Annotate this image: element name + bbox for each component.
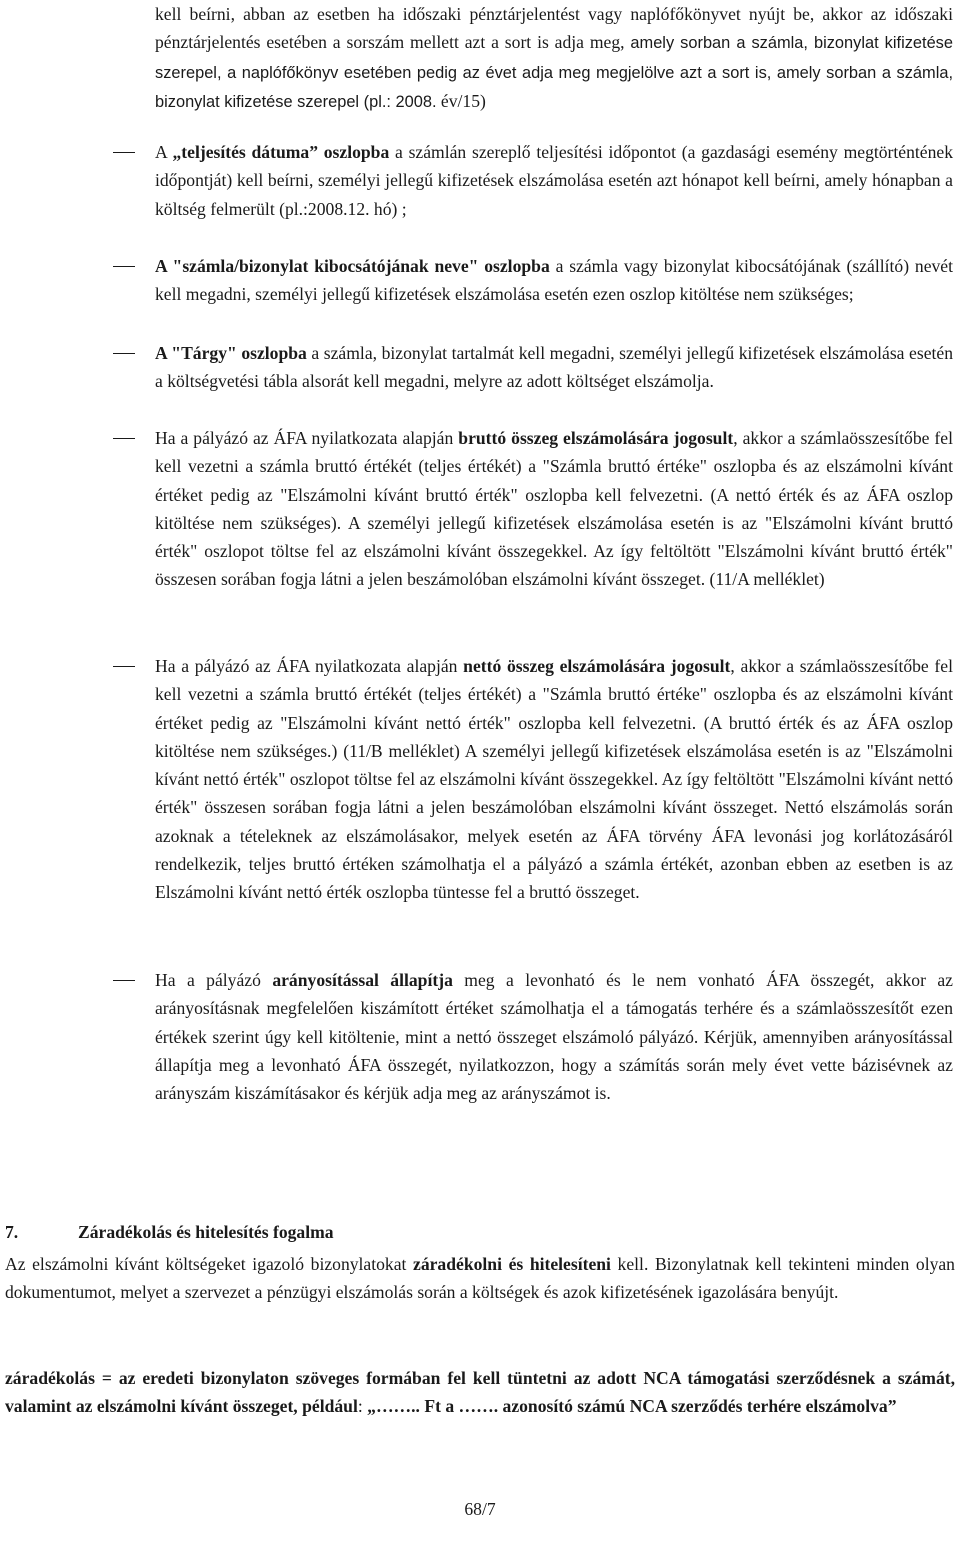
list-item-netto bbox=[155, 652, 953, 907]
dash-bullet bbox=[113, 980, 135, 981]
paragraph-continuation bbox=[155, 0, 953, 116]
text-segment: a számlán szereplő teljesítési időpontot (a gazdasági esemény megtörténtének időpontját) kell beírni, személyi jellegű kifizetések elszámolása esetén azt hónapot kell beírni, amely hónapban a költség felmerült (pl.:2008.12. hó) ; bbox=[155, 142, 954, 219]
bold-term: záradékolni és hitelesíteni bbox=[413, 1254, 611, 1274]
bold-term: „teljesítés dátuma” oszlopba bbox=[172, 142, 390, 162]
text-segment: Ha a pályázó az ÁFA nyilatkozata alapján bbox=[155, 656, 464, 676]
list-item-teljesites-datuma bbox=[155, 138, 953, 223]
list-item-aranyositas bbox=[155, 966, 953, 1107]
text-segment: a számla vagy bizonylat kibocsátójának (szállító) nevét kell megadni, személyi jellegű kifizetések elszámolása esetén ezen oszlop kitöltése nem szükséges; bbox=[155, 256, 953, 305]
bold-term: A "Tárgy" oszlopba bbox=[155, 343, 307, 363]
bold-term: nettó összeg elszámolására jogosult bbox=[463, 656, 731, 676]
bold-term: bruttó összeg elszámolására jogosult bbox=[458, 428, 734, 448]
text-segment: , akkor a számlaösszesítőbe fel kell vezetni a számla bruttó értékét (teljes értékét) a "Számla bruttó értéke" oszlopba és az elszámolni kívánt értéket pedig az "Elszámolni kívánt bruttó érték" oszlopba kell felvezetni. (A nettó érték és az ÁFA oszlop kitöltése nem szükséges). A személyi jellegű kifizetések elszámolása esetén is az "Elszámolni kívánt bruttó érték" oszlopot töltse fel az elszámolni kívánt összegekkel. Az így feltöltött "Elszámolni kívánt bruttó érték" összesen sorában fogja látni a jelen beszámolóban elszámolni kívánt összeget. (11/A melléklet) bbox=[155, 428, 953, 590]
text-segment: kell. Bizonylatnak kell tekinteni minden olyan dokumentumot, melyet a szervezet a pénzügyi elszámolás során a költségek és azok kifizetésének igazolására benyújt. bbox=[5, 1254, 955, 1303]
dash-bullet bbox=[113, 438, 135, 439]
text-segment: A bbox=[155, 142, 173, 162]
bold-term: A "számla/bizonylat kibocsátójának neve" oszlopba bbox=[155, 256, 550, 276]
dash-bullet bbox=[113, 353, 135, 354]
dash-bullet bbox=[113, 666, 135, 667]
section-number: 7. bbox=[5, 1222, 19, 1242]
dash-bullet bbox=[113, 152, 135, 153]
page-number: 68/7 bbox=[464, 1499, 496, 1519]
text-segment: Ha a pályázó bbox=[155, 970, 273, 990]
text-segment: év/15) bbox=[436, 90, 486, 111]
text-segment: , akkor a számlaösszesítőbe fel kell vezetni a számla bruttó értékét (teljes értékét) a "Számla bruttó értéke" oszlopba és az elszámolni kívánt értéket pedig az "Elszámolni kívánt nettó érték" oszlopba kell felvezetni. (A bruttó érték és az ÁFA oszlop kitöltése nem szükséges.) (11/B melléklet) A személyi jellegű kifizetések elszámolása esetén is az "Elszámolni kívánt nettó érték" oszlopot töltse fel az elszámolni kívánt összegekkel. Az így feltöltött "Elszámolni kívánt nettó érték" összesen sorában fogja látni a jelen beszámolóban elszámolni kívánt összeget. Nettó elszámolás során azoknak a tételeknek az elszámolásakor, melyek esetén az ÁFA törvény ÁFA levonási jog korlátozásáról rendelkezik, teljes bruttó értéken számolhatja el a pályázó a számla értékét, azonban ebben az esetben is az Elszámolni kívánt nettó érték oszlopba tüntesse fel a bruttó összeget. bbox=[155, 656, 953, 903]
list-item-targy bbox=[155, 339, 953, 396]
list-item-brutto bbox=[155, 424, 953, 594]
dash-bullet bbox=[113, 266, 135, 267]
bold-term: arányosítással állapítja bbox=[272, 970, 453, 990]
text-segment: Ha a pályázó az ÁFA nyilatkozata alapján bbox=[155, 428, 459, 448]
body-paragraph bbox=[5, 1250, 955, 1307]
text-segment-sans: amely sorban a számla, bizonylat kifizetése szerepel, a naplófőkönyv esetében pedig az évet adja meg megjelölve azt a sort is, amely sorban a számla, bizonylat kifizetése szerepel (pl.: 2008. bbox=[155, 34, 953, 111]
definition-text: záradékolás = az eredeti bizonylaton szöveges formában fel kell tüntetni az adott NCA támogatási szerződésnek a számát, valamint az elszámolni kívánt összeget, például bbox=[5, 1368, 955, 1417]
definition-example: „…….. Ft a ……. azonosító számú NCA szerződés terhére elszámolva” bbox=[367, 1396, 897, 1417]
section-title: Záradékolás és hitelesítés fogalma bbox=[78, 1222, 334, 1242]
text-segment: : bbox=[357, 1396, 368, 1417]
zaradekolas-definition bbox=[5, 1364, 955, 1421]
list-item-kibocsato-neve bbox=[155, 252, 953, 309]
text-segment: a számla, bizonylat tartalmát kell megadni, személyi jellegű kifizetések elszámolása esetén a költségvetési tábla alsorát kell megadni, melyre az adott költséget elszámolja. bbox=[155, 343, 953, 392]
text-segment: meg a levonható és le nem vonható ÁFA összegét, akkor az arányosításnak megfelelően kiszámított értéket számolhatja el a támogatás terhére és a számlaösszesítőt ezen értékek szerint úgy kell kitöltenie, mint a nettó összeget elszámoló pályázó. Kérjük, amennyiben arányosítással állapítja meg a levonható ÁFA összegét, nyilatkozzon, hogy a számítás során mely évet vette bázisévnek az arányszám kiszámításakor és kérjük adja meg az arányszámot is. bbox=[155, 970, 953, 1104]
text-segment: Az elszámolni kívánt költségeket igazoló bizonylatokat bbox=[5, 1254, 414, 1274]
text-segment: kell beírni, abban az esetben ha időszaki pénztárjelentést vagy naplófőkönyvet nyújt be, akkor az időszaki pénztárjelentés esetében a sorszám mellett azt a sort is adja meg, bbox=[155, 4, 953, 53]
